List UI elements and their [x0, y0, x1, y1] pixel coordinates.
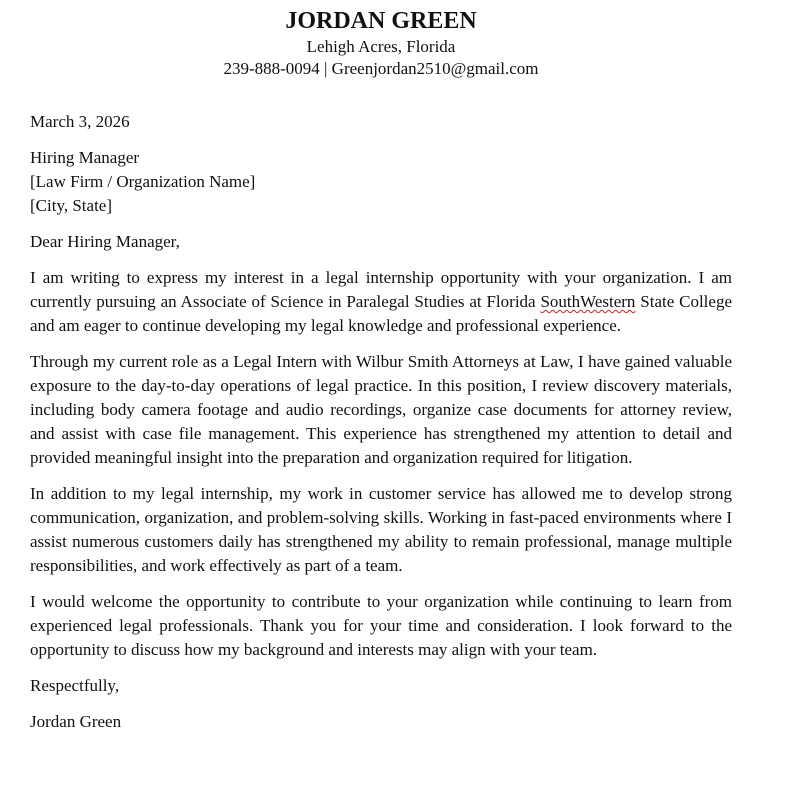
letter-body[interactable]	[30, 110, 732, 734]
applicant-name: JORDAN GREEN	[285, 8, 477, 34]
complimentary-close: Respectfully,	[30, 676, 120, 695]
paragraph-intro-text-start: I am writing to express my interest in a legal internship opportunity with your organization. I am currently pursuing an Associate of Science in Paralegal Studies at Florida	[30, 268, 732, 311]
paragraph-intro-text-end: State College and am eager to continue developing my legal knowledge and professional experience.	[30, 292, 732, 335]
spellcheck-flagged-word[interactable]: SouthWestern	[540, 292, 636, 311]
recipient-block	[30, 146, 732, 218]
recipient-title: Hiring Manager	[30, 148, 140, 167]
paragraph-intro	[30, 266, 732, 338]
paragraph-skills: In addition to my legal internship, my work in customer service has allowed me to develop strong communication, organization, and problem-solving skills. Working in fast-paced environments where I assist numerous customers daily has strengthened my ability to remain professional, manage multiple responsibilities, and work effectively as part of a team.	[30, 484, 732, 575]
paragraph-closing: I would welcome the opportunity to contribute to your organization while continuing to learn from experienced legal professionals. Thank you for your time and consideration. I look forward to the opportunity to discuss how my background and interests may align with your team.	[30, 592, 732, 659]
paragraph-experience: Through my current role as a Legal Intern with Wilbur Smith Attorneys at Law, I have gained valuable exposure to the day-to-day operations of legal practice. In this position, I review discovery materials, including body camera footage and audio recordings, organize case documents for attorney review, and assist with case file management. This experience has strengthened my attention to detail and provided meaningful insight into the preparation and organization required for litigation.	[30, 352, 732, 467]
signature-name: Jordan Green	[30, 712, 122, 731]
applicant-location: Lehigh Acres, Florida	[306, 37, 456, 56]
letter-date: March 3, 2026	[30, 112, 130, 131]
recipient-organization: [Law Firm / Organization Name]	[30, 172, 256, 191]
applicant-contact: 239-888-0094 | Greenjordan2510@gmail.com	[223, 59, 539, 78]
letter-header	[0, 6, 762, 80]
salutation: Dear Hiring Manager,	[30, 232, 180, 251]
recipient-location: [City, State]	[30, 196, 112, 215]
